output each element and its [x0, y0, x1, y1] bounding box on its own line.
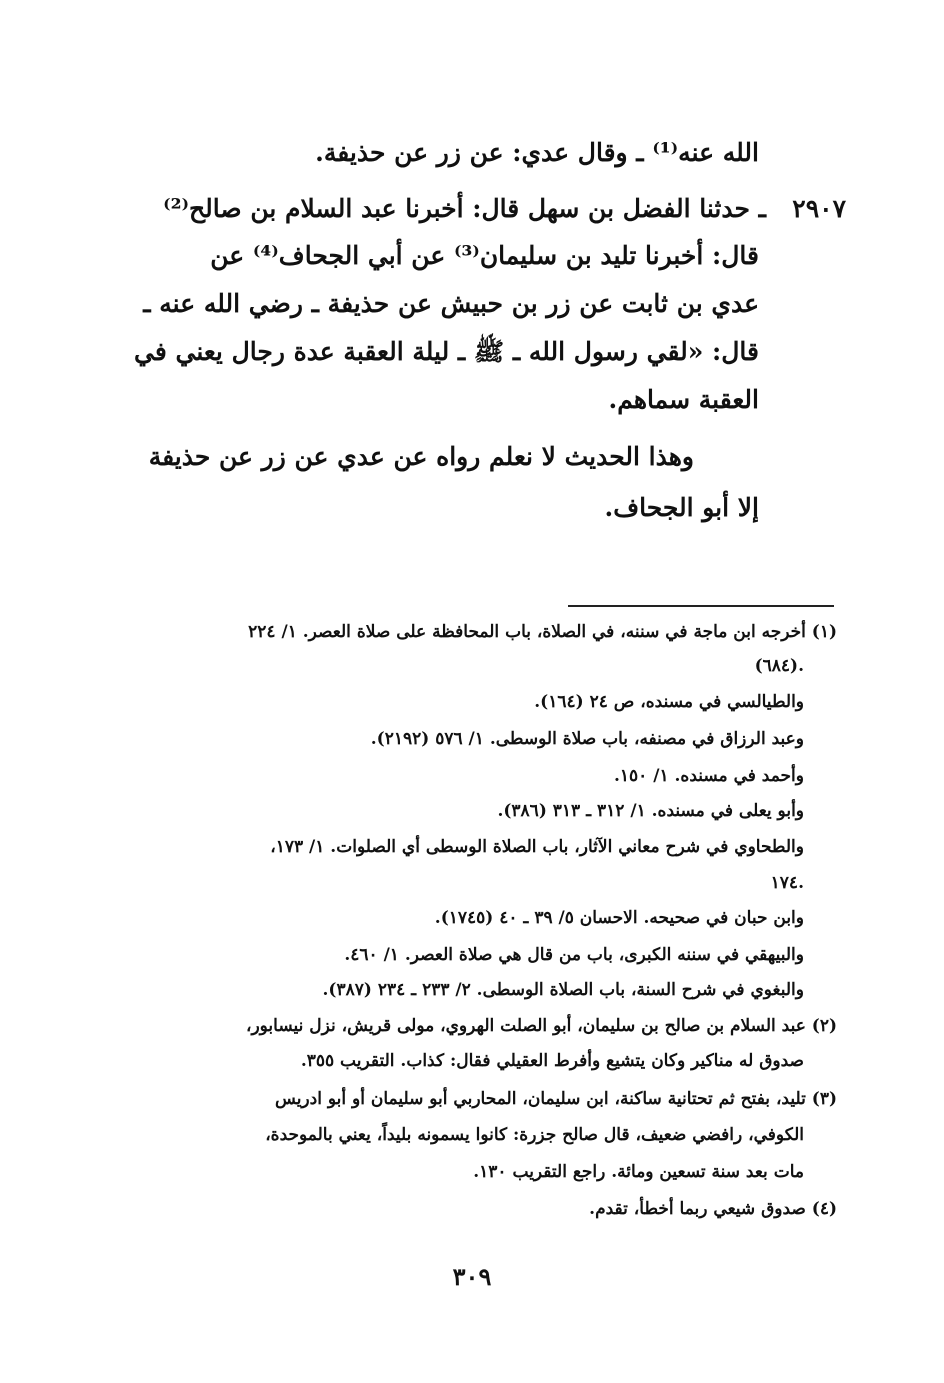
footnote-3-line-1: (٣) تليد، بفتح ثم تحتانية ساكنة، ابن سليمان، المحاربي أبو سليمان أو أبو ادريس [275, 1089, 837, 1109]
main-text-line-4: عدي بن ثابت عن زر بن حبيش عن حذيفة ـ رضي الله عنه ـ [143, 289, 759, 318]
footnote-1-line-6: وأبو يعلى في مسنده. ١/ ٣١٢ ـ ٣١٣ (٣٨٦). [497, 801, 804, 821]
footnote-separator [568, 605, 834, 607]
footnote-1-line-5: وأحمد في مسنده. ١/ ١٥٠. [613, 766, 804, 786]
main-text-line-5: قال: «لقي رسول الله ـ ﷺ ـ ليلة العقبة عدة رجال يعني في [133, 337, 759, 366]
hadith-number: ٢٩٠٧ [792, 194, 846, 223]
page-number: ٣٠٩ [452, 1262, 492, 1291]
footnote-1-line-10: والبيهقي في سننه الكبرى، باب من قال هي صلاة العصر. ١/ ٤٦٠. [344, 945, 804, 965]
footnote-1-line-2: (٦٨٤). [754, 656, 804, 676]
footnote-1-line-7: والطحاوي في شرح معاني الآثار، باب الصلاة الوسطى أي الصلوات. ١/ ١٧٣، [270, 837, 804, 857]
footnote-1-line-4: وعبد الرزاق في مصنفه، باب صلاة الوسطى. ١/ ٥٧٦ (٢١٩٢). [370, 729, 804, 749]
main-text-line-1: الله عنه⁽¹⁾ ـ وقال عدي: عن زر عن حذيفة. [315, 138, 759, 167]
footnote-1-line-3: والطيالسي في مسنده، ص ٢٤ (١٦٤). [534, 692, 804, 712]
footnote-2-line-2: صدوق له مناكير وكان يتشيع وأفرط العقيلي فقال: كذاب. التقريب ٣٥٥. [300, 1051, 804, 1071]
footnote-1-line-9: وابن حبان في صحيحه. الاحسان ٥/ ٣٩ ـ ٤٠ (١٧٤٥). [434, 908, 804, 928]
footnote-1-line-11: والبغوي في شرح السنة، باب الصلاة الوسطى. ٢/ ٢٣٣ ـ ٢٣٤ (٣٨٧). [322, 980, 804, 1000]
footnote-2-line-1: (٢) عبد السلام بن صالح بن سليمان، أبو الصلت الهروي، مولى قريش، نزل نيسابور، [245, 1016, 837, 1036]
main-text-line-7: وهذا الحديث لا نعلم رواه عن عدي عن زر عن حذيفة [148, 442, 694, 471]
main-text-line-2: ـ حدثنا الفضل بن سهل قال: أخبرنا عبد السلام بن صالح⁽²⁾ [163, 194, 766, 223]
main-text-line-6: العقبة سماهم. [608, 385, 759, 414]
footnote-3-line-3: مات بعد سنة تسعين ومائة. راجع التقريب ١٣٠. [473, 1162, 804, 1182]
main-text-line-3: قال: أخبرنا تليد بن سليمان⁽³⁾ عن أبي الجحاف⁽⁴⁾ عن [210, 241, 759, 270]
footnote-1-line-1: (١) أخرجه ابن ماجة في سننه، في الصلاة، باب المحافظة على صلاة العصر. ١/ ٢٢٤ [248, 622, 837, 642]
footnote-4-line-1: (٤) صدوق شيعي ربما أخطأ، تقدم. [589, 1199, 837, 1219]
main-text-line-8: إلا أبو الجحاف. [604, 493, 759, 522]
footnote-1-line-8: ١٧٤. [770, 873, 804, 893]
footnote-3-line-2: الكوفي، رافضي ضعيف، قال صالح جزرة: كانوا يسمونه بليداً، يعني بالموحدة، [265, 1125, 804, 1145]
